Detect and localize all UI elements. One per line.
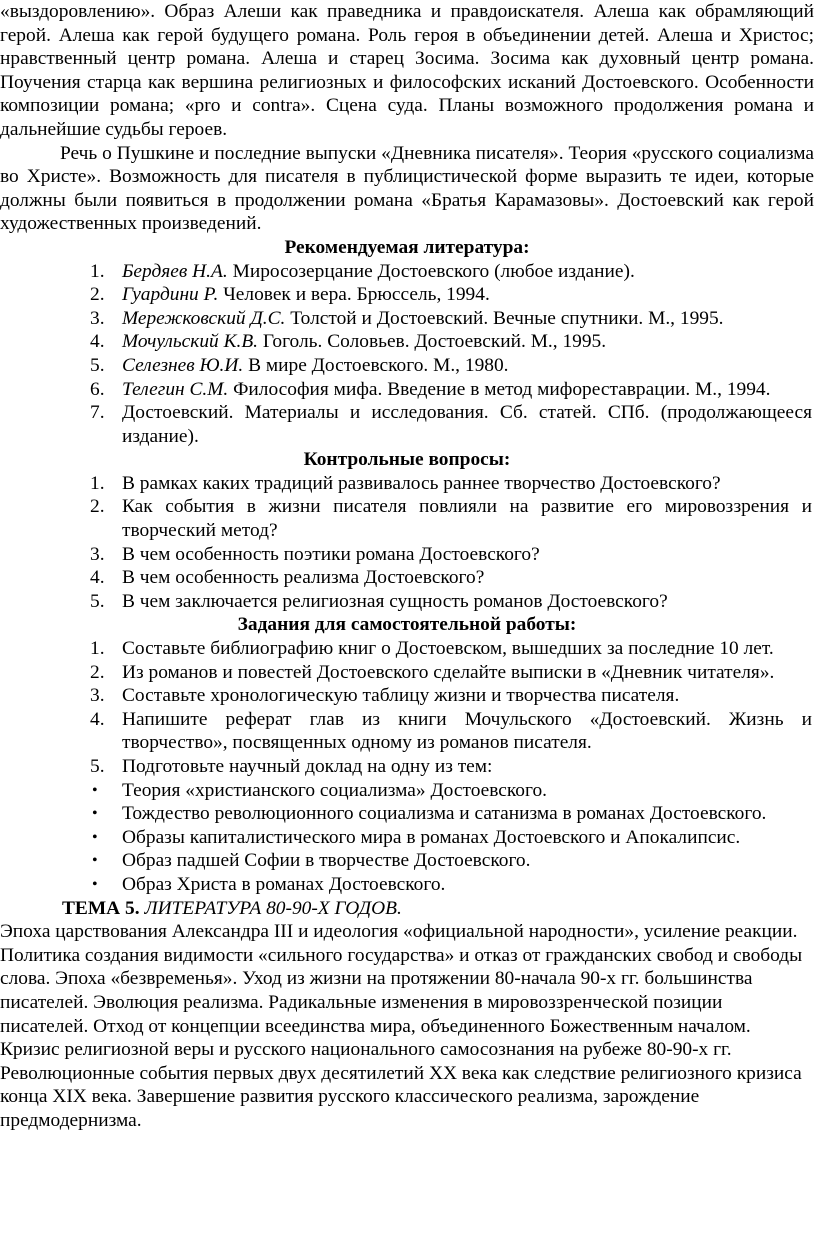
literature-item: 1. Бердяев Н.А. Миросозерцание Достоевского (любое издание). <box>90 260 635 282</box>
topic-item: • Образы капиталистического мира в романах Достоевского и Апокалипсис. <box>92 826 741 848</box>
literature-item: 4. Мочульский К.В. Гоголь. Соловьев. Достоевский. М., 1995. <box>90 331 607 353</box>
questions-heading: Контрольные вопросы: <box>303 449 511 471</box>
task-item: 5. Подготовьте научный доклад на одну из тем: <box>90 756 493 777</box>
bullet-icon: • <box>92 805 98 823</box>
task-item: 2. Из романов и повестей Достоевского сделайте выписки в «Дневник читателя». <box>90 661 775 683</box>
literature-item: 3. Мережковский Д.С. Толстой и Достоевский. Вечные спутники. М., 1995. <box>90 307 724 329</box>
topic-item: • Тождество революционного социализма и сатанизма в романах Достоевского. <box>92 803 767 825</box>
question-item: 1. В рамках каких традиций развивалось раннее творчество Достоевского? <box>90 472 721 494</box>
literature-item: 5. Селезнев Ю.И. В мире Достоевского. М., 1980. <box>90 354 509 376</box>
task-item: 3. Составьте хронологическую таблицу жизни и творчества писателя. <box>90 685 680 707</box>
bullet-icon: • <box>92 781 98 799</box>
literature-list <box>0 260 814 449</box>
topic-item: • Образ Христа в романах Достоевского. <box>92 873 446 895</box>
topics-list <box>0 779 814 897</box>
author-name: Селезнев Ю.И. <box>122 354 244 376</box>
question-item: 3. В чем особенность поэтики романа Достоевского? <box>90 543 540 565</box>
bullet-icon: • <box>92 852 98 870</box>
author-name: Телегин С.М. <box>122 378 229 400</box>
theme-heading <box>0 897 814 921</box>
literature-item: 7. Достоевский. Материалы и исследования. Сб. статей. СПб. (продолжающееся издание). <box>90 402 812 447</box>
theme-title: ЛИТЕРАТУРА 80-90-Х ГОДОВ. <box>144 897 402 919</box>
task-item: 1. Составьте библиографию книг о Достоевском, вышедших за последние 10 лет. <box>90 638 774 660</box>
author-name: Мережковский Д.С. <box>122 307 286 329</box>
intro-paragraph: «выздоровлению». Образ Алеши как праведника и правдоискателя. Алеша как обрамляющий герой. Алеша как герой будущего романа. Роль героя в объединении детей. Алеша и Христос; нравственный центр романа. Алеша и старец Зосима. Зосима как духовный центр романа. Поучения старца как вершина религиозных и философских исканий Достоевского. Особенности композиции романа; «pro и contra». Сцена суда. Планы возможного продолжения романа и дальнейшие судьбы героев. <box>0 1 814 140</box>
literature-heading: Рекомендуемая литература: <box>284 236 530 258</box>
question-item: 4. В чем особенность реализма Достоевского? <box>90 567 485 589</box>
author-name: Гуардини Р. <box>122 284 219 306</box>
topic-item: • Теория «христианского социализма» Достоевского. <box>92 779 548 801</box>
question-item: 2. Как события в жизни писателя повлияли на развитие его мировоззрения и творческий метод? <box>90 496 812 542</box>
theme-paragraph: Эпоха царствования Александра III и идеология «официальной народности», усиление реакции. Политика создания видимости «сильного государства» и отказ от гражданских свобод и свободы слова. Эпоха «безвременья». Уход из жизни на протяжении 80-начала 90-х гг. большинства писателей. Эволюция реализма. Радикальные изменения в мировоззренческой позиции писателей. Отход от концепции всеединства мира, объединенного Божественным началом. Кризис религиозной веры и русского национального самосознания на рубеже 80-90-х гг. Революционные события первых двух десятилетий XX века как следствие религиозного кризиса конца XIX века. Завершение развития русского классического реализма, зарождение предмодернизма. <box>0 921 803 1131</box>
author-name: Мочульский К.В. <box>122 331 259 353</box>
bullet-icon: • <box>92 828 98 846</box>
literature-item: 6. Телегин С.М. Философия мифа. Введение в метод мифореставрации. М., 1994. <box>90 378 771 400</box>
tasks-heading: Задания для самостоятельной работы: <box>237 614 577 636</box>
tasks-list <box>0 637 814 779</box>
theme-label: ТЕМА 5. <box>62 897 140 919</box>
bullet-icon: • <box>92 875 98 893</box>
question-item: 5. В чем заключается религиозная сущность романов Достоевского? <box>90 590 668 612</box>
task-item: 4. Напишите реферат глав из книги Мочульского «Достоевский. Жизнь и творчество», посвященных одному из романов писателя. <box>90 708 812 754</box>
topic-item: • Образ падшей Софии в творчестве Достоевского. <box>92 850 531 872</box>
second-paragraph: Речь о Пушкине и последние выпуски «Дневника писателя». Теория «русского социализма во Христе». Возможность для писателя в публицистической форме выразить те идеи, которые должны были появиться в продолжении романа «Братья Карамазовы». Достоевский как герой художественных произведений. <box>0 142 814 235</box>
literature-item: 2. Гуардини Р. Человек и вера. Брюссель, 1994. <box>90 284 490 306</box>
questions-list <box>0 472 814 614</box>
author-name: Бердяев Н.А. <box>122 260 228 282</box>
